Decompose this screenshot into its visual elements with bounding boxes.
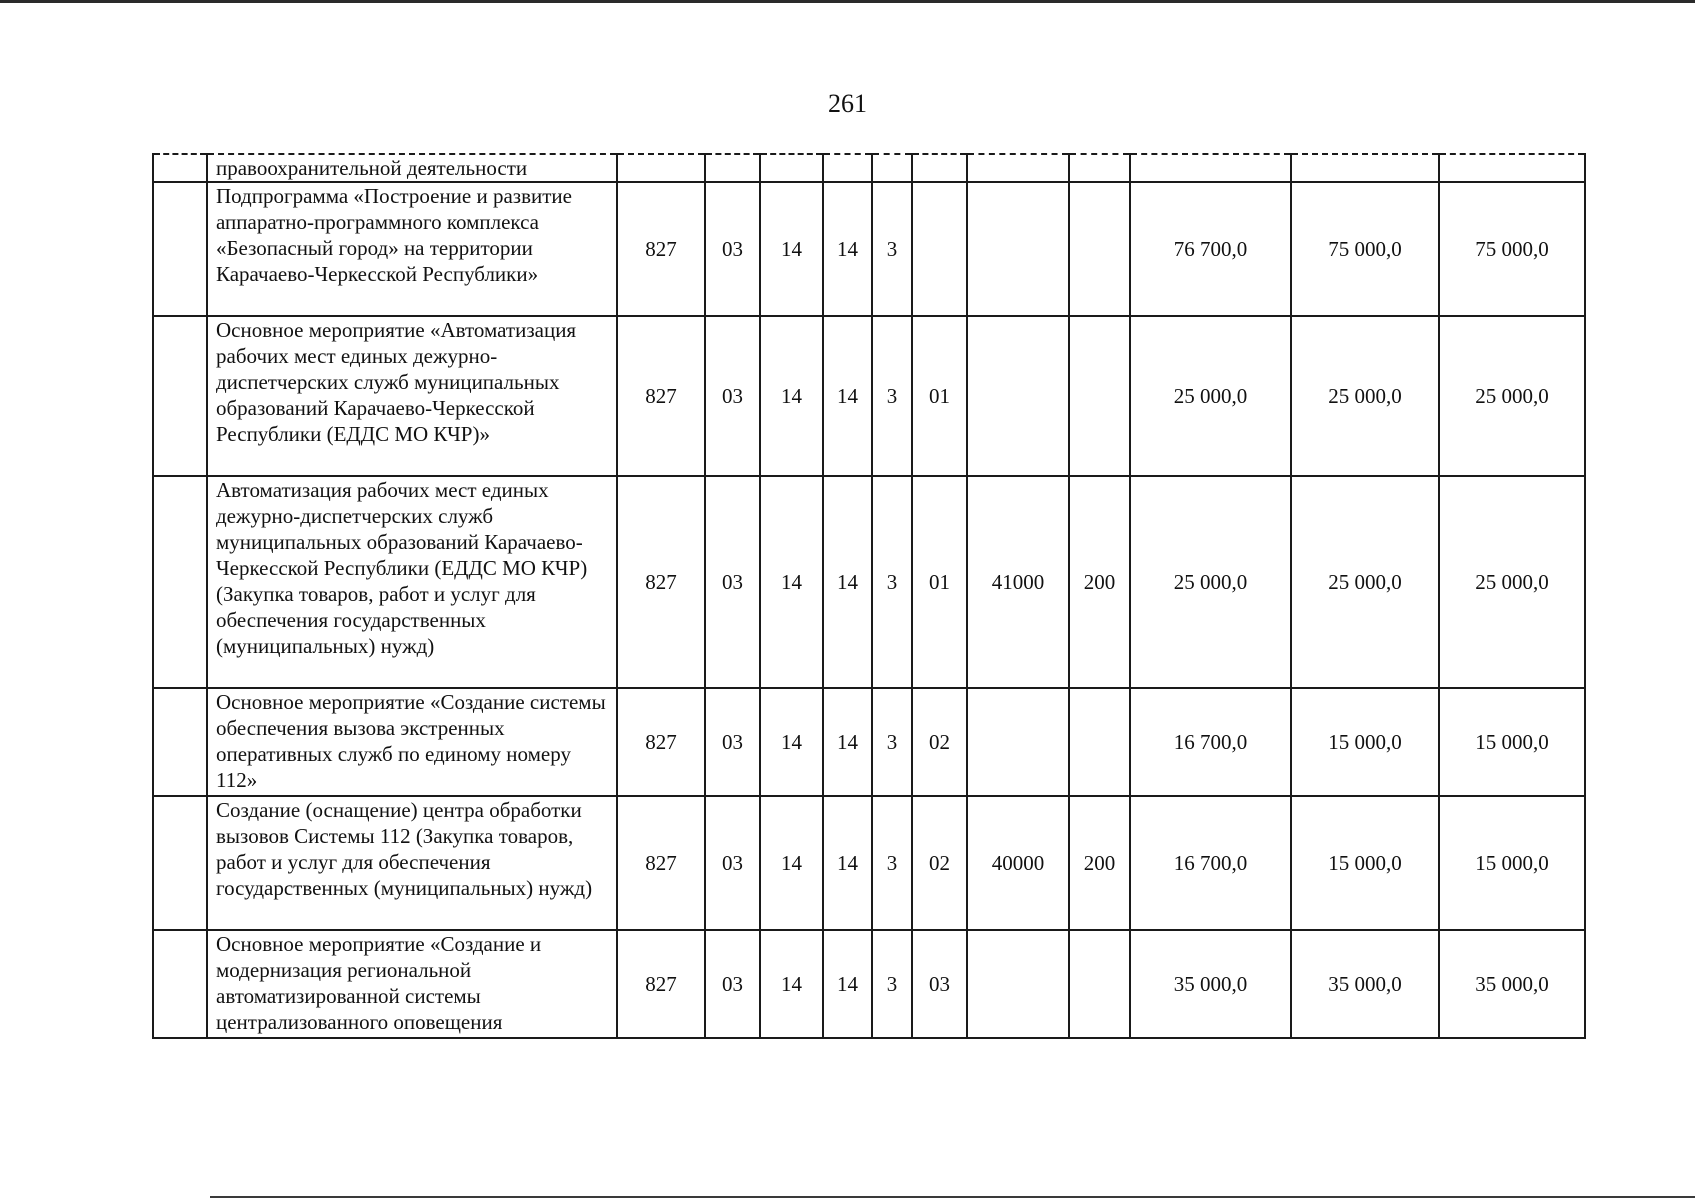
row-name-cell: правоохранительной деятельности [207,154,617,182]
amount-cell: 15 000,0 [1439,688,1585,796]
code-cell [1069,688,1130,796]
row-name-cell: Основное мероприятие «Создание системы обеспечения вызова экстренных оперативных служб по единому номеру 112» [207,688,617,796]
code-cell: 03 [705,476,760,688]
code-cell [760,154,823,182]
code-cell: 03 [705,796,760,930]
code-cell: 40000 [967,796,1069,930]
code-cell: 827 [617,476,705,688]
code-cell: 14 [823,796,872,930]
amount-cell: 25 000,0 [1439,316,1585,476]
code-cell [967,316,1069,476]
code-cell [967,930,1069,1038]
budget-table [152,153,1586,1039]
code-cell: 14 [760,930,823,1038]
code-cell: 827 [617,688,705,796]
code-cell: 3 [872,930,912,1038]
amount-cell: 25 000,0 [1291,316,1439,476]
code-cell [823,154,872,182]
row-index-cell [153,182,207,316]
code-cell [705,154,760,182]
amount-cell: 35 000,0 [1291,930,1439,1038]
code-cell [1069,182,1130,316]
code-cell: 200 [1069,796,1130,930]
page-number: 261 [828,89,867,118]
code-cell [967,154,1069,182]
code-cell: 14 [760,182,823,316]
row-index-cell [153,930,207,1038]
row-index-cell [153,688,207,796]
row-name-cell: Автоматизация рабочих мест единых дежурно-диспетчерских служб муниципальных образований Карачаево-Черкесской Республики (ЕДДС МО КЧР) (Закупка товаров, работ и услуг для обеспечения государственных (муниципальных) нужд) [207,476,617,688]
code-cell: 14 [823,316,872,476]
amount-cell: 75 000,0 [1291,182,1439,316]
code-cell: 827 [617,182,705,316]
amount-cell: 15 000,0 [1291,688,1439,796]
code-cell: 14 [760,688,823,796]
code-cell: 02 [912,688,967,796]
code-cell: 200 [1069,476,1130,688]
code-cell: 14 [760,316,823,476]
amount-cell: 15 000,0 [1291,796,1439,930]
code-cell [1069,154,1130,182]
amount-cell: 25 000,0 [1439,476,1585,688]
code-cell: 03 [705,930,760,1038]
code-cell: 3 [872,316,912,476]
amount-cell: 35 000,0 [1439,930,1585,1038]
code-cell: 01 [912,316,967,476]
code-cell: 03 [705,316,760,476]
code-cell [912,182,967,316]
row-index-cell [153,796,207,930]
code-cell: 41000 [967,476,1069,688]
code-cell: 02 [912,796,967,930]
table-row [153,182,1585,316]
code-cell: 03 [705,182,760,316]
row-index-cell [153,154,207,182]
table-row [153,316,1585,476]
table-row [153,476,1585,688]
code-cell [872,154,912,182]
row-name-cell: Основное мероприятие «Автоматизация рабочих мест единых дежурно-диспетчерских служб муниципальных образований Карачаево-Черкесской Республики (ЕДДС МО КЧР)» [207,316,617,476]
code-cell: 14 [760,476,823,688]
amount-cell: 25 000,0 [1130,476,1291,688]
code-cell: 3 [872,688,912,796]
table-row [153,154,1585,182]
row-name-cell: Создание (оснащение) центра обработки вызовов Системы 112 (Закупка товаров, работ и услуг для обеспечения государственных (муниципальных) нужд) [207,796,617,930]
amount-cell: 16 700,0 [1130,688,1291,796]
code-cell: 14 [760,796,823,930]
code-cell [967,688,1069,796]
scan-edge-top [0,0,1695,3]
code-cell: 3 [872,182,912,316]
code-cell: 14 [823,688,872,796]
code-cell: 03 [912,930,967,1038]
code-cell [912,154,967,182]
code-cell: 827 [617,316,705,476]
code-cell: 14 [823,182,872,316]
code-cell [1069,316,1130,476]
table-row [153,930,1585,1038]
code-cell: 827 [617,796,705,930]
row-name-cell: Основное мероприятие «Создание и модернизация региональной автоматизированной системы централизованного оповещения [207,930,617,1038]
code-cell [1069,930,1130,1038]
table-row [153,796,1585,930]
amount-cell: 25 000,0 [1291,476,1439,688]
amount-cell [1291,154,1439,182]
amount-cell: 16 700,0 [1130,796,1291,930]
amount-cell [1130,154,1291,182]
code-cell: 03 [705,688,760,796]
row-index-cell [153,476,207,688]
table-row [153,688,1585,796]
amount-cell: 75 000,0 [1439,182,1585,316]
row-index-cell [153,316,207,476]
code-cell: 14 [823,930,872,1038]
amount-cell [1439,154,1585,182]
code-cell: 3 [872,796,912,930]
scan-edge-bottom [210,1196,1695,1198]
amount-cell: 35 000,0 [1130,930,1291,1038]
code-cell: 01 [912,476,967,688]
amount-cell: 25 000,0 [1130,316,1291,476]
amount-cell: 15 000,0 [1439,796,1585,930]
row-name-cell: Подпрограмма «Построение и развитие аппаратно-программного комплекса «Безопасный город» на территории Карачаево-Черкесской Республики» [207,182,617,316]
code-cell: 827 [617,930,705,1038]
amount-cell: 76 700,0 [1130,182,1291,316]
code-cell [617,154,705,182]
code-cell: 14 [823,476,872,688]
code-cell [967,182,1069,316]
code-cell: 3 [872,476,912,688]
